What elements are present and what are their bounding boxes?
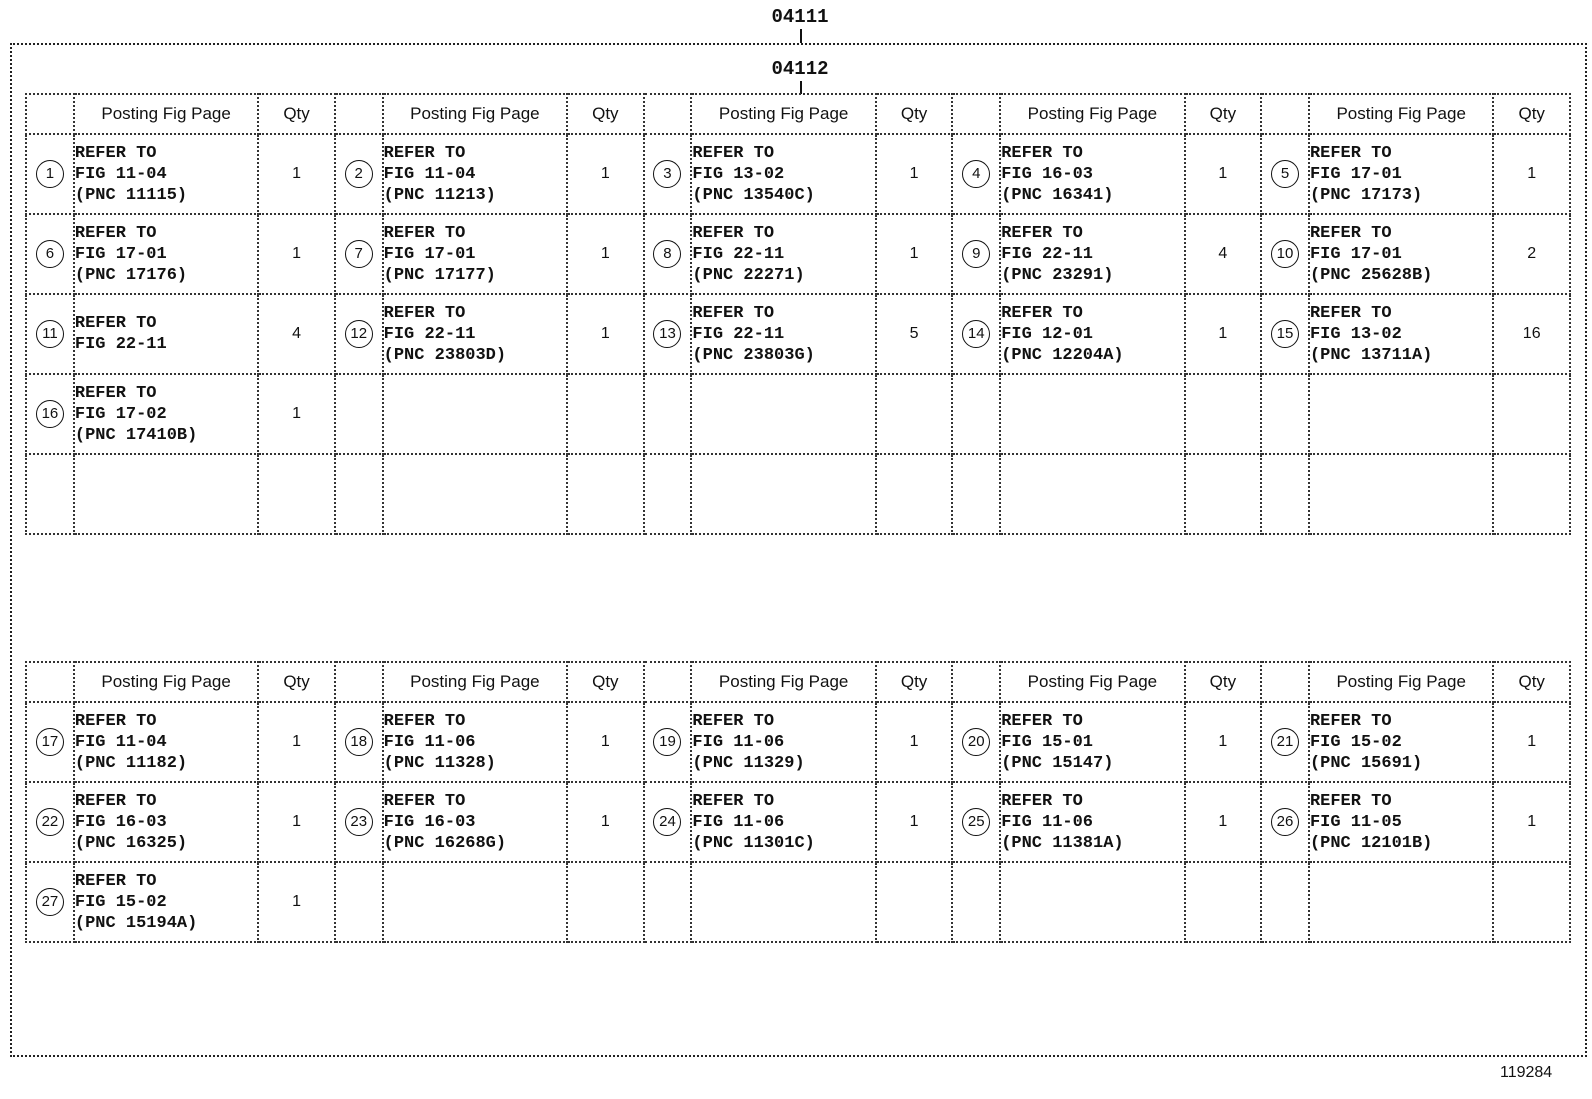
- qty-cell: 1: [258, 214, 334, 294]
- qty-header-cell: Qty: [1185, 94, 1261, 134]
- qty-cell: 1: [567, 134, 643, 214]
- posting-fig-page-cell: REFER TO FIG 22-11 (PNC 22271): [691, 214, 875, 294]
- index-cell: [335, 862, 383, 942]
- item-number-badge: 18: [345, 728, 373, 756]
- item-number-badge: 25: [962, 808, 990, 836]
- qty-header-cell: Qty: [876, 94, 952, 134]
- posting-fig-page-cell: REFER TO FIG 16-03 (PNC 16341): [1000, 134, 1184, 214]
- qty-cell: 1: [567, 702, 643, 782]
- posting-fig-page-cell: [1000, 862, 1184, 942]
- index-cell: [952, 374, 1000, 454]
- index-cell: [26, 214, 74, 294]
- header-row: [26, 94, 1570, 134]
- index-cell: [1261, 454, 1309, 534]
- index-cell: [335, 782, 383, 862]
- posting-fig-page-cell: REFER TO FIG 22-11 (PNC 23803G): [691, 294, 875, 374]
- sub-reference-number: 04112: [771, 58, 829, 80]
- index-header-cell: [1261, 662, 1309, 702]
- item-number-badge: 27: [36, 888, 64, 916]
- posting-fig-page-cell: REFER TO FIG 17-01 (PNC 17173): [1309, 134, 1493, 214]
- index-cell: [952, 782, 1000, 862]
- posting-fig-page-cell: [691, 374, 875, 454]
- table-row: [26, 702, 1570, 782]
- index-cell: [644, 782, 692, 862]
- index-cell: [335, 702, 383, 782]
- posting-fig-page-cell: REFER TO FIG 16-03 (PNC 16325): [74, 782, 258, 862]
- posting-fig-page-cell: REFER TO FIG 13-02 (PNC 13711A): [1309, 294, 1493, 374]
- qty-cell: [1493, 862, 1570, 942]
- illustration-id: 119284: [1500, 1064, 1553, 1081]
- index-cell: [1261, 294, 1309, 374]
- item-number-badge: 2: [345, 160, 373, 188]
- posting-fig-page-cell: [383, 374, 567, 454]
- qty-cell: [1185, 454, 1261, 534]
- qty-cell: 1: [258, 862, 334, 942]
- item-number-badge: 4: [962, 160, 990, 188]
- qty-cell: 16: [1493, 294, 1570, 374]
- qty-cell: [567, 374, 643, 454]
- index-cell: [1261, 134, 1309, 214]
- header-row: [26, 662, 1570, 702]
- posting-fig-page-cell: REFER TO FIG 17-01 (PNC 25628B): [1309, 214, 1493, 294]
- qty-cell: 1: [876, 214, 952, 294]
- qty-header-cell: Qty: [567, 94, 643, 134]
- index-cell: [952, 862, 1000, 942]
- posting-fig-page-cell: [74, 454, 258, 534]
- index-cell: [26, 862, 74, 942]
- item-number-badge: 5: [1271, 160, 1299, 188]
- posting-header-cell: Posting Fig Page: [691, 94, 875, 134]
- index-cell: [952, 214, 1000, 294]
- qty-cell: 2: [1493, 214, 1570, 294]
- item-number-badge: 9: [962, 240, 990, 268]
- posting-fig-page-cell: [1000, 454, 1184, 534]
- item-number-badge: 15: [1271, 320, 1299, 348]
- qty-cell: [567, 454, 643, 534]
- index-cell: [26, 702, 74, 782]
- index-cell: [26, 134, 74, 214]
- table-row: [26, 862, 1570, 942]
- posting-fig-page-cell: [1309, 862, 1493, 942]
- qty-cell: 4: [1185, 214, 1261, 294]
- item-number-badge: 7: [345, 240, 373, 268]
- qty-cell: 1: [876, 134, 952, 214]
- qty-cell: 1: [1493, 782, 1570, 862]
- index-cell: [1261, 374, 1309, 454]
- item-number-badge: 14: [962, 320, 990, 348]
- item-number-badge: 6: [36, 240, 64, 268]
- qty-cell: 1: [1493, 702, 1570, 782]
- item-number-badge: 8: [653, 240, 681, 268]
- qty-cell: 1: [876, 702, 952, 782]
- index-cell: [952, 702, 1000, 782]
- index-cell: [644, 134, 692, 214]
- qty-cell: 4: [258, 294, 334, 374]
- qty-header-cell: Qty: [1493, 94, 1570, 134]
- parts-table-1: [25, 93, 1571, 535]
- posting-fig-page-cell: REFER TO FIG 17-01 (PNC 17176): [74, 214, 258, 294]
- item-number-badge: 16: [36, 400, 64, 428]
- index-header-cell: [26, 94, 74, 134]
- qty-cell: 1: [258, 134, 334, 214]
- qty-cell: 1: [567, 214, 643, 294]
- posting-fig-page-cell: REFER TO FIG 15-02 (PNC 15194A): [74, 862, 258, 942]
- index-cell: [335, 454, 383, 534]
- qty-cell: [1493, 454, 1570, 534]
- posting-header-cell: Posting Fig Page: [1000, 662, 1184, 702]
- qty-cell: [258, 454, 334, 534]
- qty-cell: 1: [876, 782, 952, 862]
- qty-cell: 1: [1185, 702, 1261, 782]
- item-number-badge: 24: [653, 808, 681, 836]
- item-number-badge: 13: [653, 320, 681, 348]
- qty-cell: [876, 862, 952, 942]
- index-cell: [26, 782, 74, 862]
- item-number-badge: 23: [345, 808, 373, 836]
- qty-header-cell: Qty: [1185, 662, 1261, 702]
- index-header-cell: [644, 662, 692, 702]
- posting-fig-page-cell: [1309, 454, 1493, 534]
- posting-fig-page-cell: REFER TO FIG 16-03 (PNC 16268G): [383, 782, 567, 862]
- qty-header-cell: Qty: [258, 662, 334, 702]
- posting-header-cell: Posting Fig Page: [1000, 94, 1184, 134]
- index-cell: [335, 374, 383, 454]
- posting-fig-page-cell: REFER TO FIG 17-02 (PNC 17410B): [74, 374, 258, 454]
- index-header-cell: [335, 662, 383, 702]
- posting-fig-page-cell: REFER TO FIG 11-06 (PNC 11329): [691, 702, 875, 782]
- posting-fig-page-cell: REFER TO FIG 11-06 (PNC 11301C): [691, 782, 875, 862]
- qty-cell: 1: [1185, 782, 1261, 862]
- posting-fig-page-cell: REFER TO FIG 12-01 (PNC 12204A): [1000, 294, 1184, 374]
- posting-fig-page-cell: REFER TO FIG 11-04 (PNC 11115): [74, 134, 258, 214]
- index-cell: [26, 294, 74, 374]
- qty-cell: 1: [258, 702, 334, 782]
- index-cell: [952, 134, 1000, 214]
- posting-fig-page-cell: REFER TO FIG 11-06 (PNC 11328): [383, 702, 567, 782]
- qty-cell: 1: [1493, 134, 1570, 214]
- posting-fig-page-cell: [383, 862, 567, 942]
- posting-header-cell: Posting Fig Page: [691, 662, 875, 702]
- index-header-cell: [952, 662, 1000, 702]
- index-cell: [644, 862, 692, 942]
- index-cell: [1261, 782, 1309, 862]
- table-row: [26, 454, 1570, 534]
- index-header-cell: [26, 662, 74, 702]
- index-cell: [1261, 702, 1309, 782]
- qty-cell: 1: [258, 782, 334, 862]
- posting-header-cell: Posting Fig Page: [1309, 94, 1493, 134]
- qty-cell: [1185, 374, 1261, 454]
- posting-fig-page-cell: REFER TO FIG 17-01 (PNC 17177): [383, 214, 567, 294]
- qty-cell: [876, 374, 952, 454]
- posting-header-cell: Posting Fig Page: [74, 94, 258, 134]
- index-cell: [952, 454, 1000, 534]
- index-cell: [644, 374, 692, 454]
- index-header-cell: [335, 94, 383, 134]
- qty-cell: 5: [876, 294, 952, 374]
- index-header-cell: [644, 94, 692, 134]
- posting-fig-page-cell: [691, 862, 875, 942]
- posting-fig-page-cell: REFER TO FIG 22-11 (PNC 23291): [1000, 214, 1184, 294]
- posting-header-cell: Posting Fig Page: [1309, 662, 1493, 702]
- table-row: [26, 374, 1570, 454]
- posting-fig-page-cell: REFER TO FIG 22-11: [74, 294, 258, 374]
- index-cell: [1261, 214, 1309, 294]
- item-number-badge: 10: [1271, 240, 1299, 268]
- qty-cell: [567, 862, 643, 942]
- index-cell: [644, 214, 692, 294]
- posting-header-cell: Posting Fig Page: [383, 662, 567, 702]
- index-cell: [26, 454, 74, 534]
- item-number-badge: 1: [36, 160, 64, 188]
- index-cell: [335, 134, 383, 214]
- index-cell: [644, 454, 692, 534]
- item-number-badge: 20: [962, 728, 990, 756]
- qty-header-cell: Qty: [876, 662, 952, 702]
- posting-fig-page-cell: REFER TO FIG 11-06 (PNC 11381A): [1000, 782, 1184, 862]
- qty-cell: 1: [567, 782, 643, 862]
- posting-fig-page-cell: [1309, 374, 1493, 454]
- posting-fig-page-cell: REFER TO FIG 11-04 (PNC 11182): [74, 702, 258, 782]
- posting-fig-page-cell: REFER TO FIG 15-02 (PNC 15691): [1309, 702, 1493, 782]
- item-number-badge: 19: [653, 728, 681, 756]
- qty-cell: [1185, 862, 1261, 942]
- top-reference-number: 04111: [771, 6, 829, 28]
- posting-fig-page-cell: [691, 454, 875, 534]
- index-cell: [335, 294, 383, 374]
- item-number-badge: 22: [36, 808, 64, 836]
- item-number-badge: 26: [1271, 808, 1299, 836]
- top-reference-leader: [800, 29, 802, 43]
- qty-header-cell: Qty: [258, 94, 334, 134]
- parts-table-2: [25, 661, 1571, 943]
- posting-header-cell: Posting Fig Page: [74, 662, 258, 702]
- index-cell: [26, 374, 74, 454]
- index-header-cell: [1261, 94, 1309, 134]
- table-row: [26, 214, 1570, 294]
- item-number-badge: 21: [1271, 728, 1299, 756]
- qty-header-cell: Qty: [1493, 662, 1570, 702]
- qty-cell: 1: [258, 374, 334, 454]
- index-cell: [644, 702, 692, 782]
- item-number-badge: 11: [36, 320, 64, 348]
- table-row: [26, 134, 1570, 214]
- posting-fig-page-cell: REFER TO FIG 11-04 (PNC 11213): [383, 134, 567, 214]
- posting-header-cell: Posting Fig Page: [383, 94, 567, 134]
- table-row: [26, 294, 1570, 374]
- qty-cell: 1: [1185, 294, 1261, 374]
- posting-fig-page-cell: REFER TO FIG 22-11 (PNC 23803D): [383, 294, 567, 374]
- posting-fig-page-cell: REFER TO FIG 13-02 (PNC 13540C): [691, 134, 875, 214]
- qty-cell: 1: [567, 294, 643, 374]
- qty-cell: [1493, 374, 1570, 454]
- table-row: [26, 782, 1570, 862]
- index-cell: [644, 294, 692, 374]
- index-cell: [952, 294, 1000, 374]
- index-cell: [335, 214, 383, 294]
- item-number-badge: 12: [345, 320, 373, 348]
- posting-fig-page-cell: [1000, 374, 1184, 454]
- index-cell: [1261, 862, 1309, 942]
- qty-cell: [876, 454, 952, 534]
- posting-fig-page-cell: REFER TO FIG 11-05 (PNC 12101B): [1309, 782, 1493, 862]
- item-number-badge: 3: [653, 160, 681, 188]
- posting-fig-page-cell: [383, 454, 567, 534]
- index-header-cell: [952, 94, 1000, 134]
- qty-header-cell: Qty: [567, 662, 643, 702]
- item-number-badge: 17: [36, 728, 64, 756]
- qty-cell: 1: [1185, 134, 1261, 214]
- posting-fig-page-cell: REFER TO FIG 15-01 (PNC 15147): [1000, 702, 1184, 782]
